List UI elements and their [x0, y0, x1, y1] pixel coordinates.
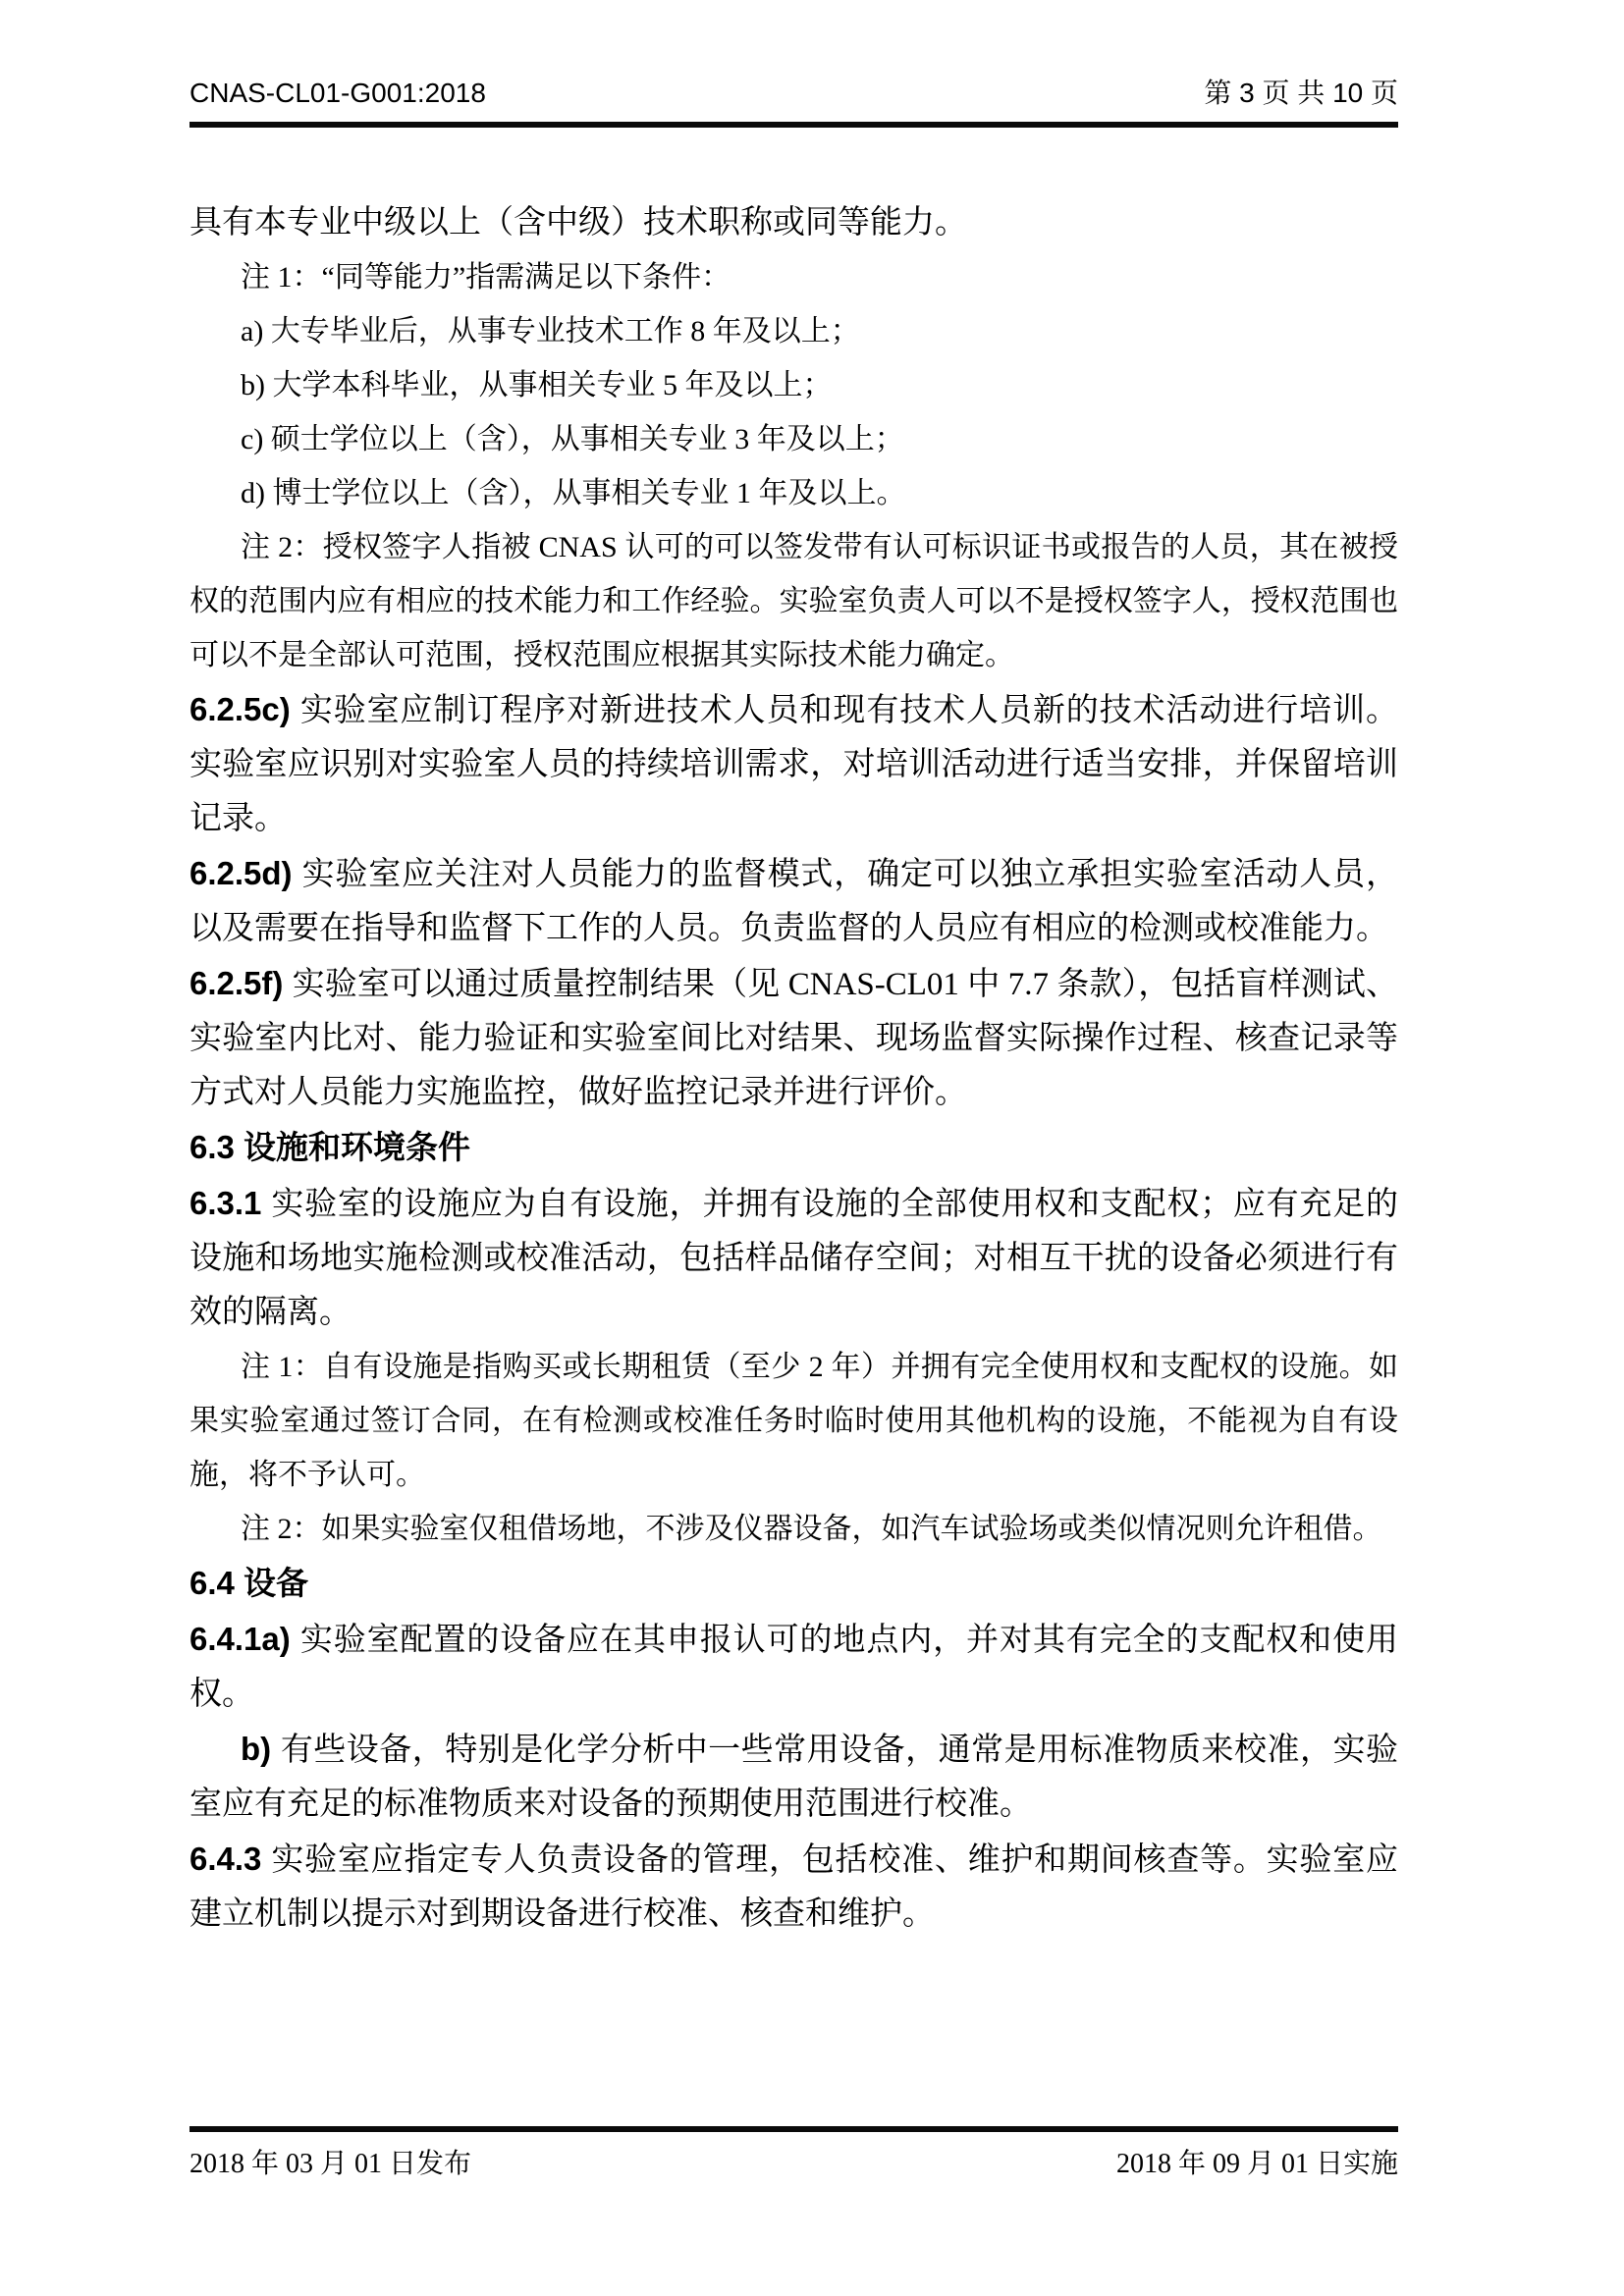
paragraph — [189, 1722, 1398, 1832]
clause-number: 6.3.1 — [189, 1185, 272, 1221]
section-heading — [189, 1120, 1398, 1176]
paragraph-text: 注 1：“同等能力”指需满足以下条件： — [241, 261, 731, 294]
paragraph — [189, 1832, 1398, 1942]
paragraph — [189, 466, 1398, 520]
paragraph-text: 具有本专业中级以上（含中级）技术职称或同等能力。 — [189, 205, 967, 240]
paragraph-text: a) 大专毕业后，从事专业技术工作 8 年及以上； — [241, 315, 860, 347]
clause-number: 6.2.5d) — [189, 855, 302, 891]
paragraph — [189, 304, 1398, 358]
paragraph-text: 实验室配置的设备应在其申报认可的地点内，并对其有完全的支配权和使用权。 — [189, 1623, 1398, 1712]
clause-number: 6.4 — [189, 1565, 244, 1601]
paragraph — [189, 846, 1398, 956]
paragraph-text: 设施和环境条件 — [244, 1131, 471, 1166]
paragraph — [189, 956, 1398, 1120]
paragraph — [189, 358, 1398, 412]
clause-number: 6.2.5f) — [189, 965, 293, 1001]
paragraph — [189, 250, 1398, 304]
paragraph — [189, 412, 1398, 466]
page-header — [189, 77, 1398, 128]
paragraph-text: 实验室可以通过质量控制结果（见 CNAS-CL01 中 7.7 条款），包括盲样测试、实验室内比对、能力验证和实验室间比对结果、现场监督实际操作过程、核查记录等方式对人员能力实施监控，做好监控记录并进行评价。 — [189, 967, 1399, 1110]
paragraph-text: b) 大学本科毕业，从事相关专业 5 年及以上； — [241, 369, 833, 401]
footer-issue-date: 2018 年 03 月 01 日发布 — [189, 2149, 472, 2179]
paragraph-text: 注 2：如果实验室仅租借场地，不涉及仪器设备，如汽车试验场或类似情况则允许租借。 — [241, 1513, 1382, 1545]
clause-number: 6.2.5c) — [189, 691, 300, 727]
paragraph-text: 实验室的设施应为自有设施，并拥有设施的全部使用权和支配权；应有充足的设施和场地实施检测或校准活动，包括样品储存空间；对相互干扰的设备必须进行有效的隔离。 — [189, 1187, 1398, 1330]
header-page-number: 第 3 页 共 10 页 — [1204, 78, 1398, 108]
paragraph — [189, 1340, 1398, 1502]
document-body — [189, 196, 1398, 1942]
paragraph-text: 实验室应关注对人员能力的监督模式，确定可以独立承担实验室活动人员，以及需要在指导和监督下工作的人员。负责监督的人员应有相应的检测或校准能力。 — [189, 857, 1399, 946]
paragraph-text: 实验室应指定专人负责设备的管理，包括校准、维护和期间核查等。实验室应建立机制以提示对到期设备进行校准、核查和维护。 — [189, 1842, 1398, 1932]
footer-implement-date: 2018 年 09 月 01 日实施 — [1115, 2149, 1398, 2179]
page-footer — [189, 2126, 1398, 2181]
paragraph — [189, 1612, 1398, 1722]
paragraph-text: 注 1：自有设施是指购买或长期租赁（至少 2 年）并拥有完全使用权和支配权的设施。如果实验室通过签订合同，在有检测或校准任务时临时使用其他机构的设施，不能视为自有设施，将不予认可。 — [189, 1351, 1398, 1491]
clause-number: 6.4.3 — [189, 1841, 272, 1877]
paragraph-text: d) 博士学位以上（含），从事相关专业 1 年及以上。 — [241, 477, 906, 509]
paragraph-text: 实验室应制订程序对新进技术人员和现有技术人员新的技术活动进行培训。实验室应识别对实验室人员的持续培训需求，对培训活动进行适当安排，并保留培训记录。 — [189, 693, 1398, 836]
clause-number: 6.4.1a) — [189, 1621, 300, 1657]
clause-number: 6.3 — [189, 1129, 244, 1165]
paragraph — [189, 520, 1398, 682]
paragraph-text: 注 2：授权签字人指被 CNAS 认可的可以签发带有认可标识证书或报告的人员，其在被授权的范围内应有相应的技术能力和工作经验。实验室负责人可以不是授权签字人，授权范围也可以不是全部认可范围，授权范围应根据其实际技术能力确定。 — [189, 531, 1398, 671]
paragraph-text: 有些设备，特别是化学分析中一些常用设备，通常是用标准物质来校准，实验室应有充足的标准物质来对设备的预期使用范围进行校准。 — [189, 1733, 1398, 1822]
section-heading — [189, 1556, 1398, 1612]
clause-number: b) — [241, 1731, 281, 1767]
paragraph — [189, 196, 1398, 250]
paragraph — [189, 1176, 1398, 1340]
paragraph — [189, 1502, 1398, 1556]
paragraph-text: c) 硕士学位以上（含），从事相关专业 3 年及以上； — [241, 423, 904, 455]
paragraph-text: 设备 — [244, 1567, 309, 1602]
header-doc-number: CNAS-CL01-G001:2018 — [189, 78, 486, 108]
paragraph — [189, 682, 1398, 846]
